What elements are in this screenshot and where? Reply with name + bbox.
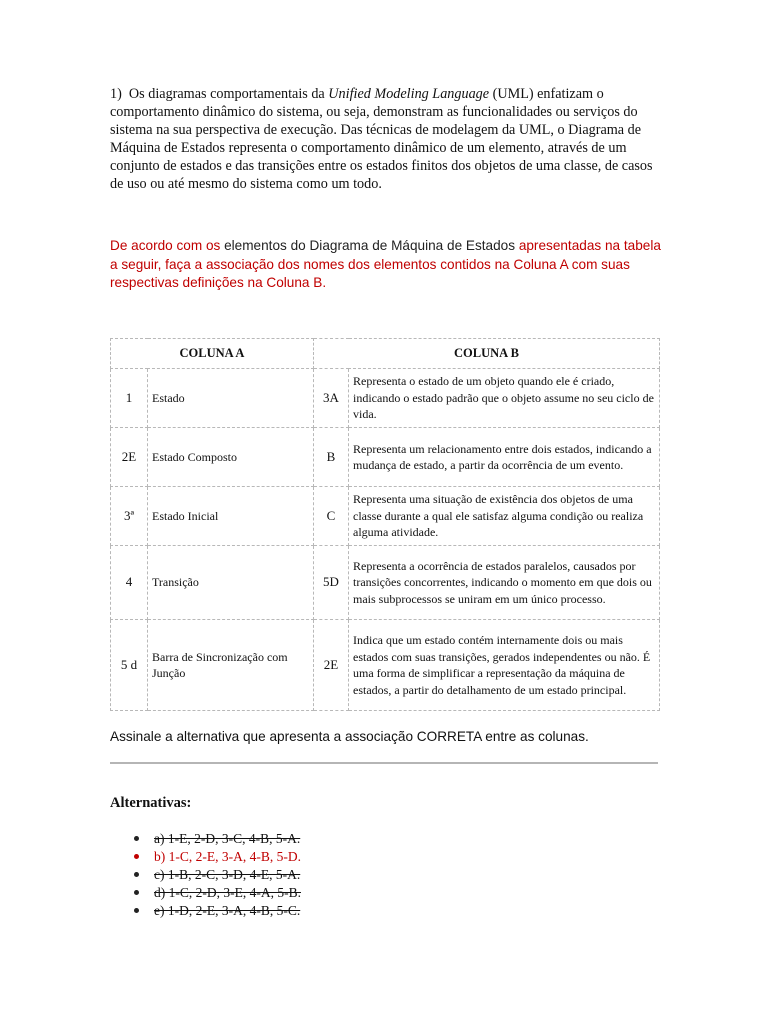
alternative-e[interactable] <box>134 902 301 920</box>
instruction-dark-middle: elementos do Diagrama de Máquina de Estados <box>224 238 516 253</box>
bullet-icon <box>134 890 139 895</box>
question-instruction <box>110 237 662 293</box>
element-definition: Representa uma situação de existência dos objetos de uma classe durante a qual ele satisfaz alguma condição ou realiza alguma atividade. <box>349 487 660 546</box>
answer-prompt: Assinale a alternativa que apresenta a associação CORRETA entre as colunas. <box>110 729 589 744</box>
element-name: Estado Composto <box>148 428 314 487</box>
question-intro <box>110 85 662 193</box>
column-b-header: COLUNA B <box>314 339 660 369</box>
divider <box>110 762 658 764</box>
instruction-red-end: apresentadas na tabela a seguir, faça a associação dos nomes dos elementos contidos na Coluna A com suas respectivas definições na Coluna B. <box>110 238 661 290</box>
alternative-c[interactable] <box>134 866 301 884</box>
element-definition: Representa um relacionamento entre dois estados, indicando a mudança de estado, a partir da ocorrência de um evento. <box>349 428 660 487</box>
element-definition: Indica que um estado contém internamente dois ou mais estados com suas transições, gerados independentes ou não. É uma forma de simplificar a representação da máquina de estados, a partir do detalhamento de um estado principal. <box>349 620 660 711</box>
intro-italic-term: Unified Modeling Language <box>328 86 490 102</box>
definition-code: 5D <box>314 546 349 620</box>
definition-code: 3A <box>314 369 349 428</box>
bullet-icon <box>134 854 139 859</box>
row-number: 4 <box>111 546 148 620</box>
question-number: 1) <box>110 86 122 102</box>
alternatives-list <box>134 830 301 920</box>
intro-text-before: Os diagramas comportamentais da <box>128 86 325 102</box>
element-name: Transição <box>148 546 314 620</box>
row-number: 5 d <box>111 620 148 711</box>
definition-code: C <box>314 487 349 546</box>
row-number: 2E <box>111 428 148 487</box>
bullet-icon <box>134 872 139 877</box>
alternative-d[interactable] <box>134 884 301 902</box>
alternative-label: e) 1-D, 2-E, 3-A, 4-B, 5-C. <box>154 903 301 918</box>
definition-code: B <box>314 428 349 487</box>
element-name: Estado <box>148 369 314 428</box>
instruction-red-start: De acordo com os <box>110 238 221 253</box>
row-number: 3ª <box>111 487 148 546</box>
element-name: Estado Inicial <box>148 487 314 546</box>
table-row <box>111 369 660 428</box>
element-definition: Representa a ocorrência de estados paralelos, causados por transições concorrentes, indicando o momento em que dois ou mais subprocessos se uniram em um único processo. <box>349 546 660 620</box>
table-header-row <box>111 339 660 369</box>
alternative-a[interactable] <box>134 830 301 848</box>
alternative-b[interactable] <box>134 848 301 866</box>
element-name: Barra de Sincronização com Junção <box>148 620 314 711</box>
definition-code: 2E <box>314 620 349 711</box>
alternative-label: c) 1-B, 2-C, 3-D, 4-E, 5-A. <box>154 867 301 882</box>
table-row <box>111 620 660 711</box>
column-a-header: COLUNA A <box>111 339 314 369</box>
intro-text-after: (UML) enfatizam o comportamento dinâmico do sistema, ou seja, demonstram as funcionalidades ou serviços do sistema na sua perspectiva de execução. Das técnicas de modelagem da UML, o Diagrama de Máquina de Estados representa o comportamento dinâmico de um elemento, através de um conjunto de estados e das transições entre os estados finitos dos objetos de uma classe, de casos de uso ou até mesmo do sistema como um todo. <box>110 86 653 192</box>
alternative-label: a) 1-E, 2-D, 3-C, 4-B, 5-A. <box>154 831 301 846</box>
alternative-label: b) 1-C, 2-E, 3-A, 4-B, 5-D. <box>154 849 301 864</box>
element-definition: Representa o estado de um objeto quando ele é criado, indicando o estado padrão que o objeto assume no seu ciclo de vida. <box>349 369 660 428</box>
alternative-label: d) 1-C, 2-D, 3-E, 4-A, 5-B. <box>154 885 301 900</box>
table-row <box>111 428 660 487</box>
bullet-icon <box>134 836 139 841</box>
alternatives-title: Alternativas: <box>110 795 192 811</box>
association-table <box>110 338 660 711</box>
table-row <box>111 546 660 620</box>
bullet-icon <box>134 908 139 913</box>
row-number: 1 <box>111 369 148 428</box>
table-row <box>111 487 660 546</box>
